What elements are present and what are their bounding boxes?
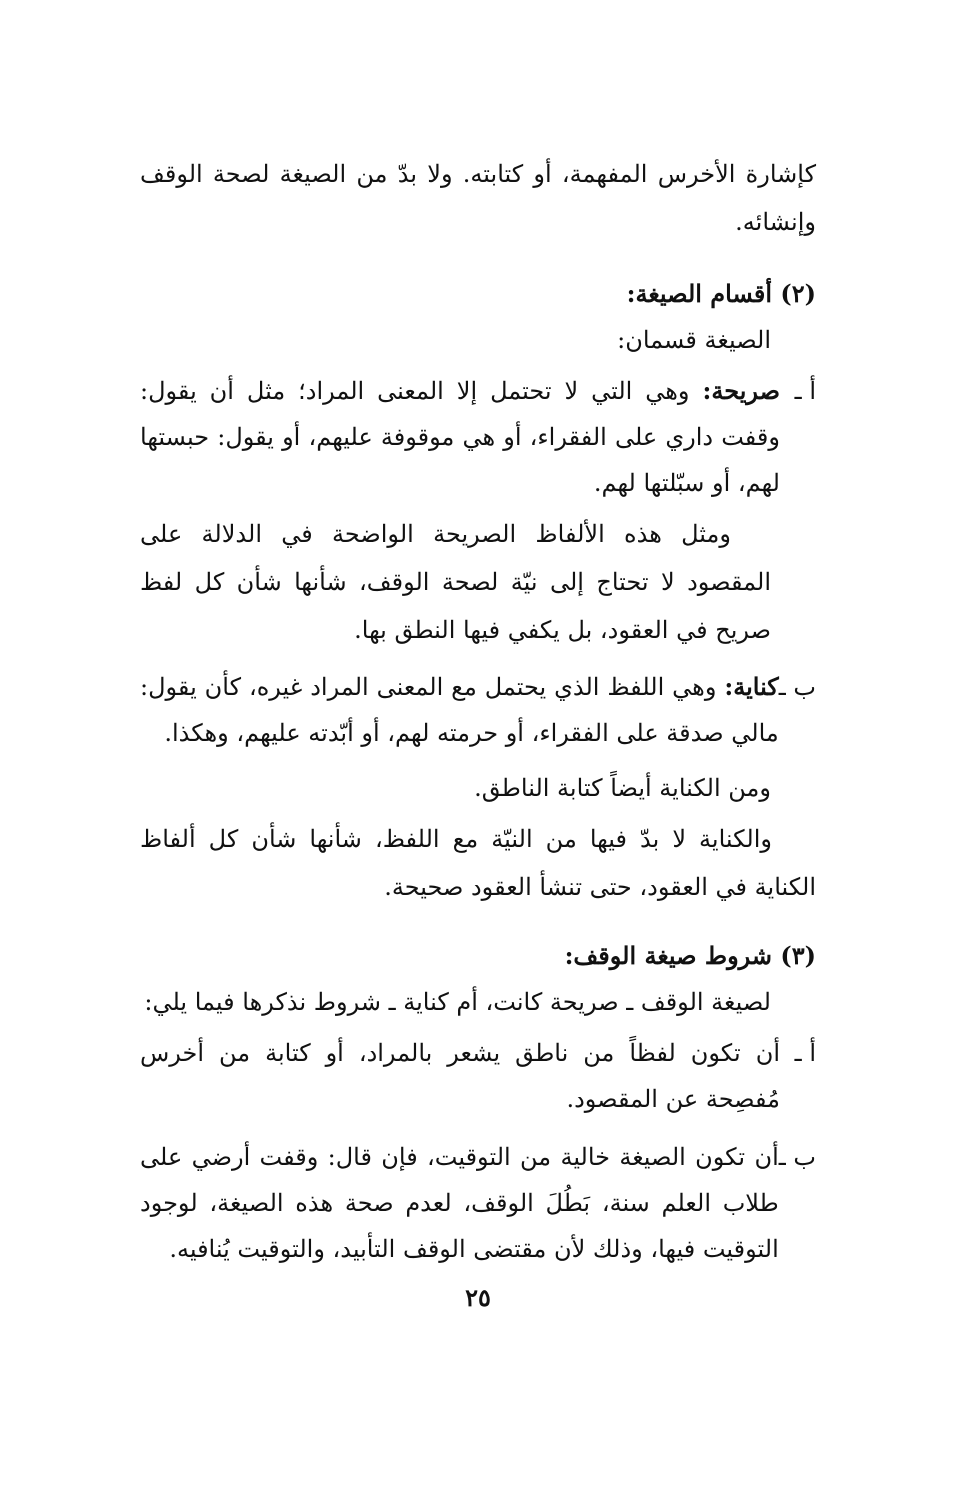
item-lead: صريحة: — [702, 376, 780, 405]
item-text: أن تكون الصيغة خالية من التوقيت، فإن قال: وقفت أرضي على طلاب العلم سنة، بَطُلَ الوقف، لعدم صحة هذه الصيغة، لوجود التوقيت فيها، وذلك لأن مقتضى الوقف التأبيد، والتوقيت يُنافيه. — [140, 1143, 779, 1263]
intro-paragraph: كإشارة الأخرس المفهمة، أو كتابته. ولا بدّ من الصيغة لصحة الوقف وإنشائه. — [140, 160, 816, 236]
section-3-heading: (٣) شروط صيغة الوقف: — [564, 941, 816, 970]
section-2-item-b — [140, 664, 816, 756]
item-text — [140, 368, 780, 506]
section-2-paragraph-b1: ومن الكناية أيضاً كتابة الناطق. — [474, 774, 771, 802]
item-marker: ب ـ — [778, 1143, 816, 1171]
section-3-subheading: لصيغة الوقف ـ صريحة كانت، أم كناية ـ شروط نذكرها فيما يلي: — [144, 988, 771, 1016]
item-text — [140, 664, 779, 756]
page-number: ٢٥ — [465, 1283, 491, 1312]
section-2-paragraph-b2: والكناية لا بدّ فيها من النيّة مع اللفظ، شأنها شأن كل ألفاظ الكناية في العقود، حتى تنشأ العقود صحيحة. — [140, 825, 816, 901]
item-text: أن تكون لفظاً من ناطق يشعر بالمراد، أو كتابة من أخرس مُفصِحة عن المقصود. — [140, 1039, 780, 1113]
item-body: وهي اللفظ الذي يحتمل مع المعنى المراد غيره، كأن يقول: مالي صدقة على الفقراء، أو حرمته لهم، أو أبّدته عليهم، وهكذا. — [140, 673, 779, 747]
section-3-item-b — [140, 1134, 816, 1272]
item-marker: أ ـ — [794, 1039, 816, 1067]
item-lead: كناية: — [724, 672, 779, 701]
item-marker: أ ـ — [794, 377, 816, 405]
section-2-paragraph-a: ومثل هذه الألفاظ الصريحة الواضحة في الدلالة على المقصود لا تحتاج إلى نيّة لصحة الوقف، شأنها شأن كل لفظ صريح في العقود، بل يكفي فيها النطق بها. — [140, 520, 771, 644]
item-body: وهي التي لا تحتمل إلا المعنى المراد؛ مثل أن يقول: وقفت داري على الفقراء، أو هي موقوفة عليهم، أو يقول: حبستها لهم، أو سبّلتها لهم. — [140, 377, 780, 497]
section-2-item-a — [140, 368, 816, 506]
item-marker: ب ـ — [778, 673, 816, 701]
section-2-heading: (٢) أقسام الصيغة: — [626, 279, 816, 308]
section-3-item-a — [140, 1030, 816, 1122]
section-2-subheading: الصيغة قسمان: — [617, 326, 771, 354]
